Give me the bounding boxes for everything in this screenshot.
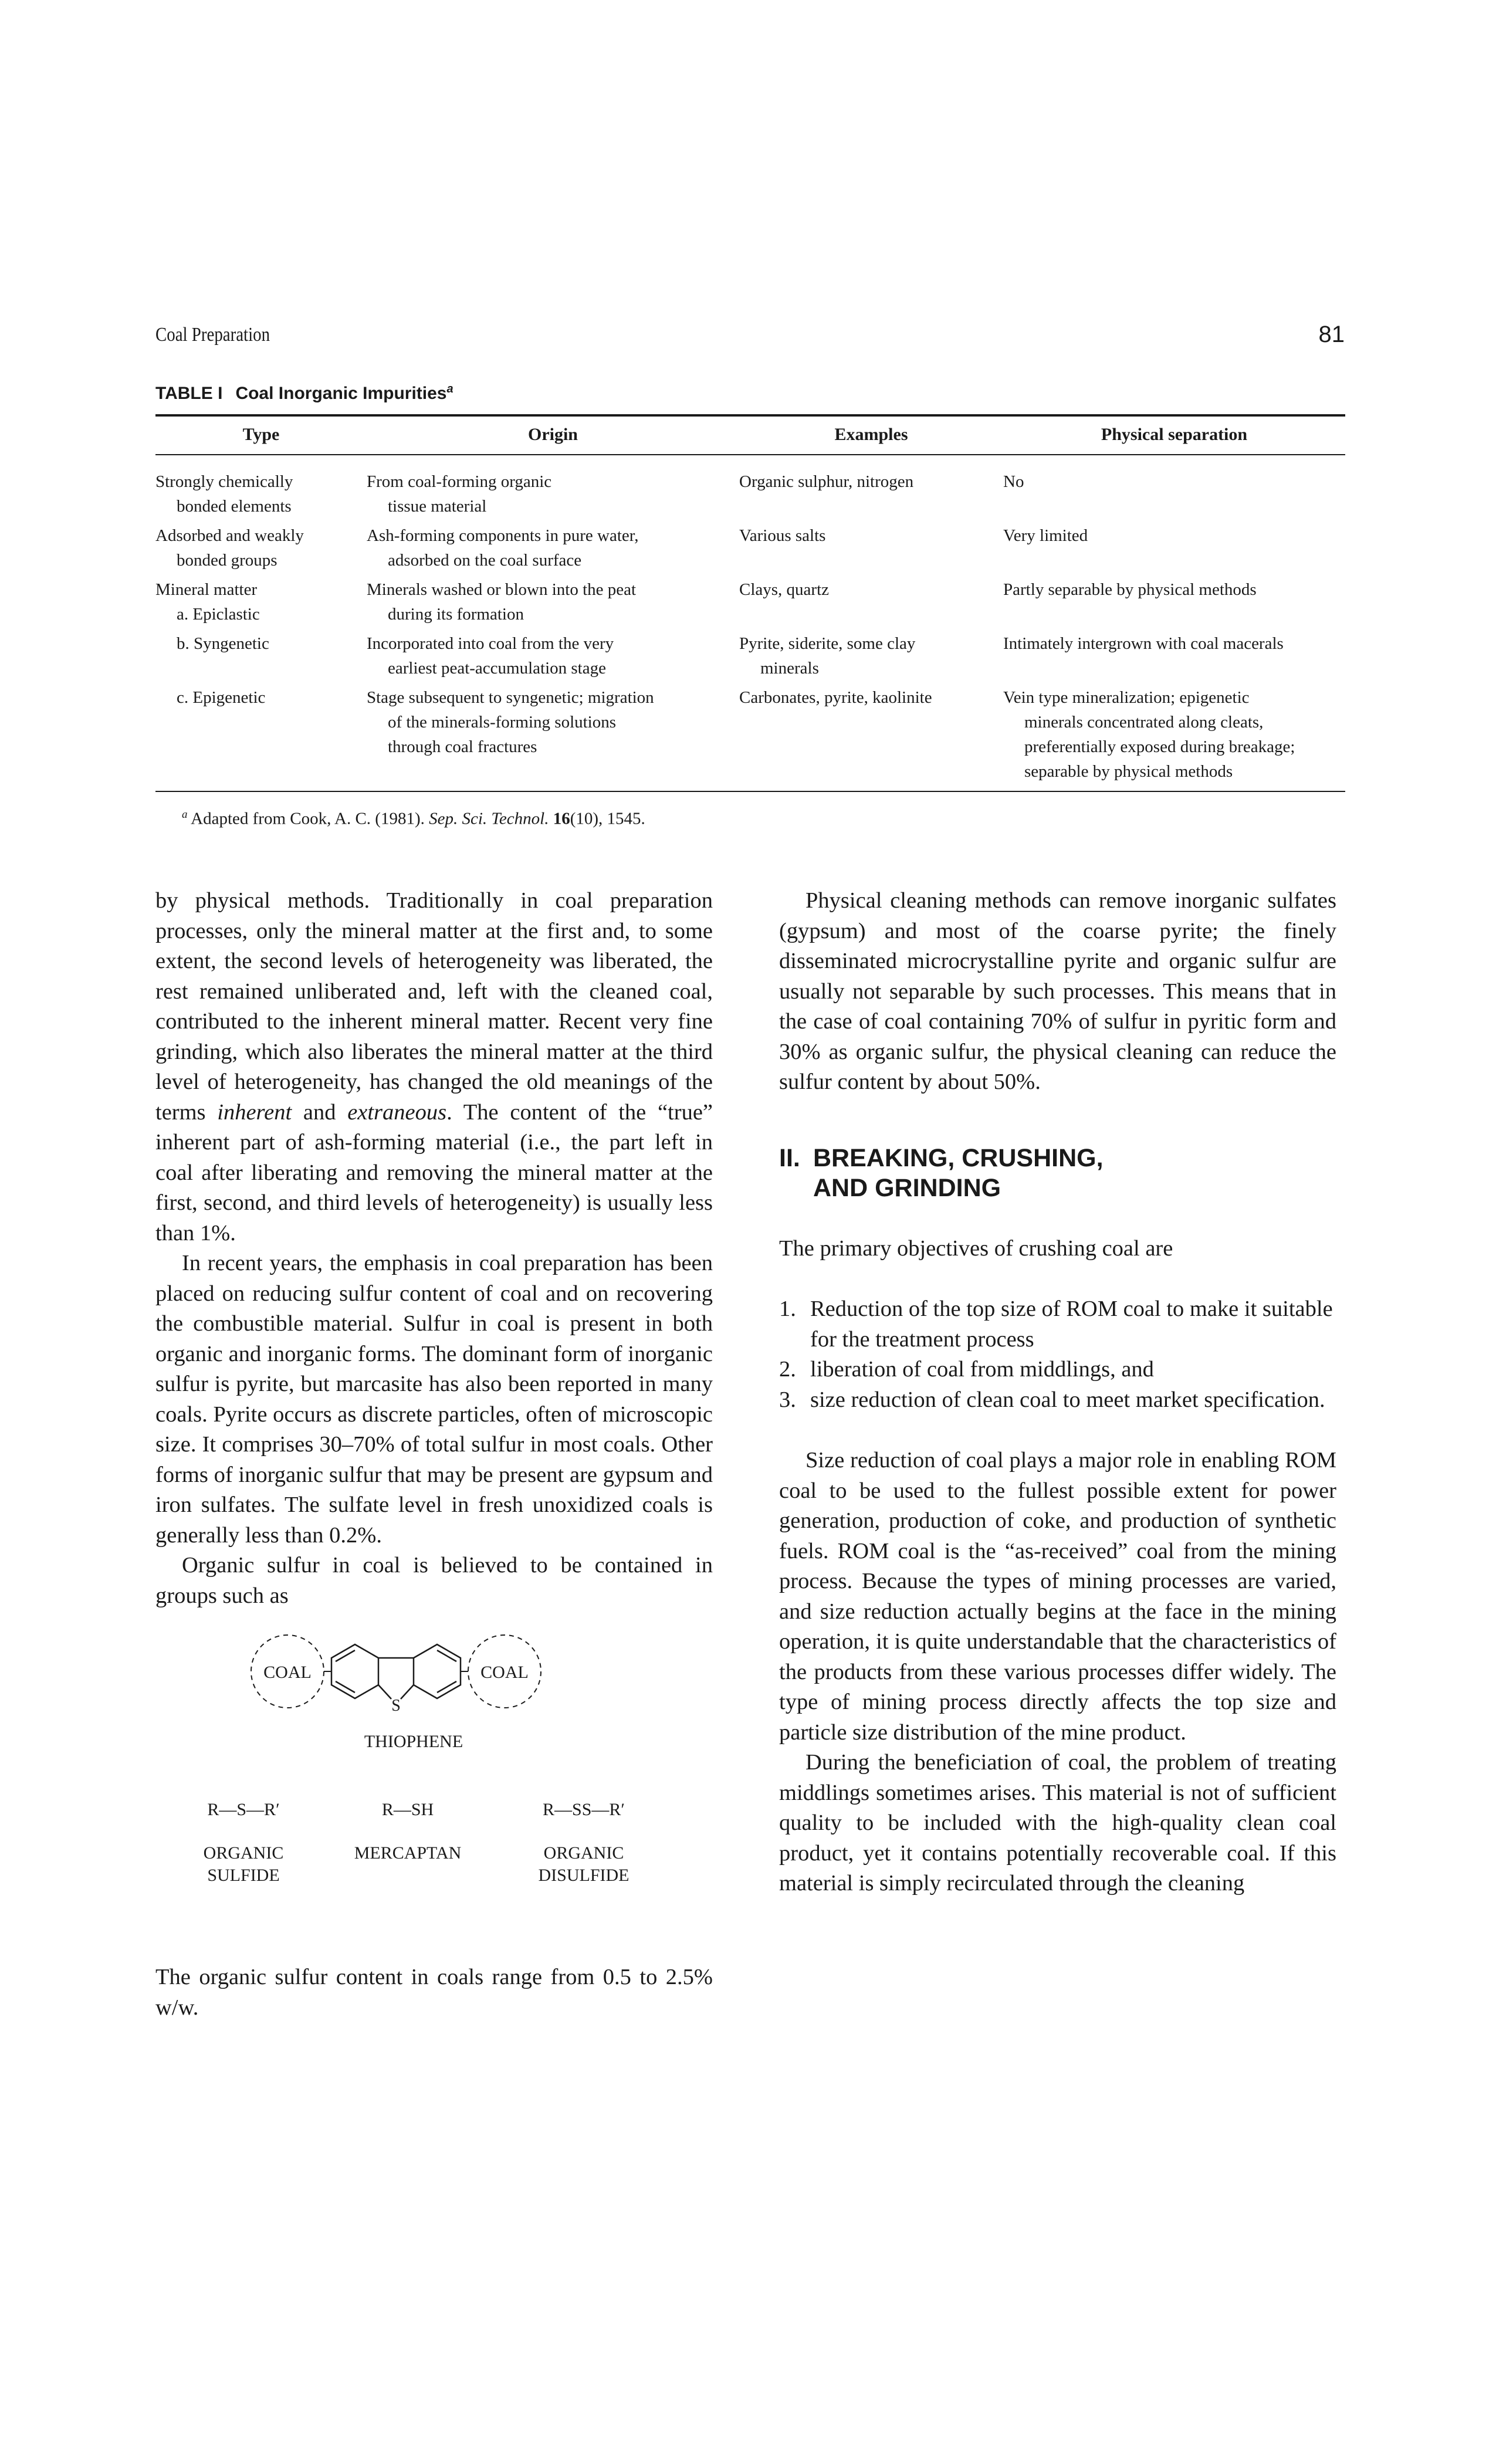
coal-label-right: COAL [480,1663,529,1682]
table-title-note-mark: a [446,383,453,395]
paragraph: by physical methods. Traditionally in coal preparation processes, only the mineral matter at the first and, to some extent, the second levels of heterogeneity was liberated, the rest remained unliberated and, left with the cleaned coal, contributed to the inherent mineral matter. Recent very fine grinding, which also liberates the mineral matter at the third level of heterogeneity, has changed the old meanings of the terms inherent and extraneous. The content of the “true” inherent part of ash-forming material (i.e., the part left in coal after liberating and removing the mineral matter at the first, second, and third levels of heterogeneity) is usually less than 1%. [155,888,713,1245]
table-label: TABLE I [155,384,223,403]
list-item: 2. liberation of coal from middlings, and [779,1357,1154,1382]
sulfur-structures-figure [155,1624,713,1949]
paragraph: The primary objectives of crushing coal are [779,1236,1173,1261]
paragraph: Physical cleaning methods can remove inorganic sulfates (gypsum) and most of the coarse pyrite; the finely disseminated microcrystalline pyrite and organic sulfur are usually not separable by such processes. This means that in the case of coal containing 70% of sulfur in pyritic form and 30% as organic sulfur, the physical cleaning can reduce the sulfur content by about 50%. [779,888,1336,1094]
table-caption [155,383,453,404]
coal-label-left: COAL [263,1663,312,1682]
cell-type: Adsorbed and weakly bonded groups [155,526,304,570]
impurities-table [155,414,1345,792]
column-header-type: Type [242,425,280,444]
cell-origin: Ash-forming components in pure water, adsorbed on the coal surface [367,526,639,570]
cell-examples: Various salts [739,526,826,545]
section-heading: II. BREAKING, CRUSHING, AND GRINDING [779,1143,1104,1202]
sulfide-name: ORGANIC SULFIDE [203,1843,284,1885]
paragraph: During the beneficiation of coal, the problem of treating middlings sometimes arises. This material is not of sufficient quality to be included with the high-quality clean coal product, yet it contains potentially recoverable coal. If this material is simply recirculated through the cleaning [779,1750,1336,1896]
column-header-examples: Examples [834,425,908,444]
cell-type: c. Epigenetic [177,688,266,707]
cell-origin: Stage subsequent to syngenetic; migration of the minerals-forming solutions through coal fractures [367,688,654,756]
mercaptan-formula: R—SH [381,1800,434,1819]
table-title: Coal Inorganic Impurities [235,384,447,403]
cell-type: b. Syngenetic [177,634,269,653]
column-header-separation: Physical separation [1101,425,1248,444]
cell-type: Mineral matter a. Epiclastic [155,580,260,624]
cell-separation: Very limited [1003,526,1088,545]
sulfide-formula: R—S—R′ [207,1800,280,1819]
cell-examples: Clays, quartz [739,580,830,599]
list-item: 1. Reduction of the top size of ROM coal to make it suitable for the treatment process [779,1297,1333,1352]
mercaptan-name: MERCAPTAN [354,1843,462,1863]
cell-origin: From coal-forming organic tissue material [367,472,552,516]
table-row [155,523,1345,577]
table-footnote: $^a$ Adapted from Cook, A. C. (1981). Sep. Sci. Technol. 16(10), 1545. [182,808,645,828]
cell-origin: Minerals washed or blown into the peat during its formation [367,580,637,624]
list-item: 3. size reduction of clean coal to meet market specification. [779,1387,1325,1412]
objectives-list [779,1294,1336,1415]
cell-examples: Carbonates, pyrite, kaolinite [739,688,932,707]
left-column [155,886,713,2023]
paragraph: The organic sulfur content in coals range from 0.5 to 2.5% w/w. [155,1965,713,2020]
table-header-row [155,417,1345,454]
cell-examples: Organic sulphur, nitrogen [739,472,914,491]
cell-type: Strongly chemically bonded elements [155,472,293,516]
table-row [155,685,1345,791]
page-number: 81 [1318,321,1345,347]
disulfide-formula: R—SS—R′ [543,1800,625,1819]
column-header-origin: Origin [527,425,578,444]
cell-separation: No [1003,472,1024,491]
right-column [779,886,1336,1899]
cell-origin: Incorporated into coal from the very earliest peat-accumulation stage [367,634,614,678]
cell-separation: Partly separable by physical methods [1003,580,1257,599]
table-row [155,455,1345,523]
paragraph: Size reduction of coal plays a major role in enabling ROM coal to be used to the fullest possible extent for power generation, production of coke, and production of synthetic fuels. ROM coal is the “as-received” coal from the mining process. Because the types of mining processes are varied, and size reduction actually begins at the face in the mining operation, it is quite understandable that the characteristics of the products from these various processes differ widely. The type of mining process directly affects the top size and particle size distribution of the mine product. [779,1448,1336,1745]
sulfur-atom-label: S [391,1697,401,1715]
table-row [155,577,1345,631]
cell-separation: Intimately intergrown with coal macerals [1003,634,1284,653]
cell-examples: Pyrite, siderite, some clay minerals [739,634,916,678]
disulfide-name: ORGANIC DISULFIDE [538,1843,629,1885]
running-head: Coal Preparation [155,324,270,346]
cell-separation: Vein type mineralization; epigenetic minerals concentrated along cleats, preferentially exposed during breakage; separable by physical methods [1003,688,1295,781]
paragraph: Organic sulfur in coal is believed to be contained in groups such as [155,1553,713,1608]
table-row [155,631,1345,685]
thiophene-label: THIOPHENE [364,1732,463,1751]
paragraph: In recent years, the emphasis in coal preparation has been placed on reducing sulfur content of coal and on recovering the combustible material. Sulfur in coal is present in both organic and inorganic forms. The dominant form of inorganic sulfur is pyrite, but marcasite has also been reported in many coals. Pyrite occurs as discrete particles, often of microscopic size. It comprises 30–70% of total sulfur in most coals. Other forms of inorganic sulfur that may be present are gypsum and iron sulfates. The sulfate level in fresh unoxidized coals is generally less than 0.2%. [155,1251,713,1548]
